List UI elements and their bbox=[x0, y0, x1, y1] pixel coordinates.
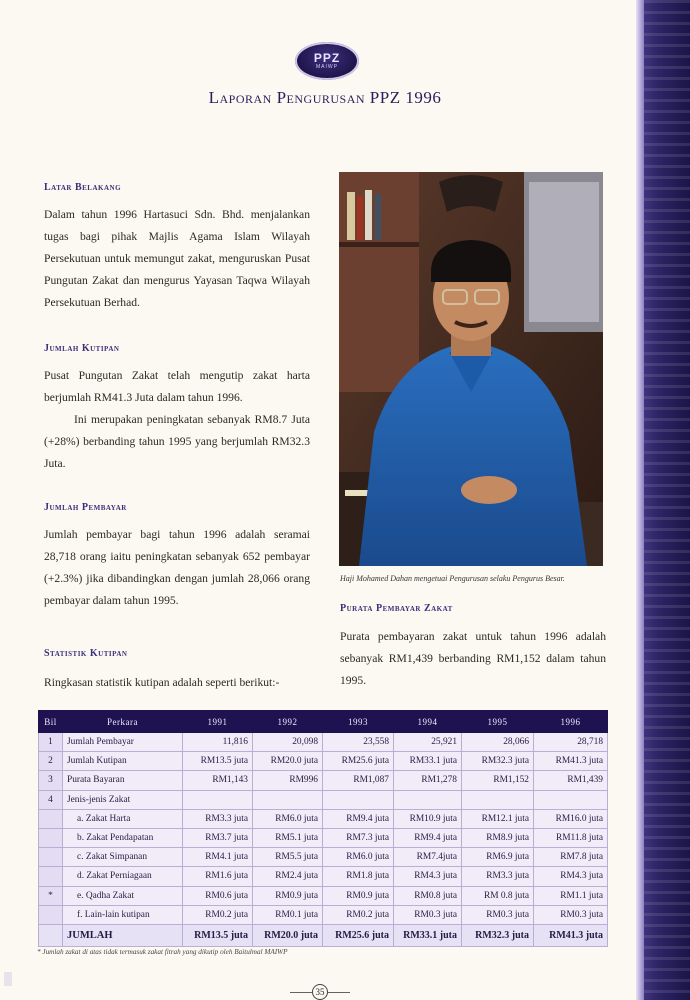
para-jumlah-pembayar: Jumlah pembayar bagi tahun 1996 adalah seramai 28,718 orang iaitu peningkatan sebanyak 652 pembayar (+2.3%) jika dibandingkan dengan jumlah 28,066 orang pembayar dalam tahun 1995. bbox=[44, 528, 310, 607]
table-value-cell: RM12.1 juta bbox=[462, 809, 534, 828]
table-value-cell: RM 0.8 juta bbox=[462, 886, 534, 905]
table-value-cell: RM0.3 juta bbox=[534, 905, 608, 924]
table-row bbox=[39, 905, 608, 924]
table-item-cell: Jenis-jenis Zakat bbox=[63, 790, 183, 809]
table-value-cell: 28,718 bbox=[534, 733, 608, 752]
table-value-cell: RM0.6 juta bbox=[183, 886, 253, 905]
table-item-cell: d. Zakat Perniagaan bbox=[63, 867, 183, 886]
table-row bbox=[39, 867, 608, 886]
table-item-cell: e. Qadha Zakat bbox=[63, 886, 183, 905]
table-value-cell: RM6.0 juta bbox=[253, 809, 323, 828]
table-header-cell: 1992 bbox=[253, 711, 323, 733]
table-bil-cell bbox=[39, 828, 63, 847]
table-value-cell: RM5.1 juta bbox=[253, 828, 323, 847]
table-value-cell: RM1,439 bbox=[534, 771, 608, 790]
table-row bbox=[39, 733, 608, 752]
table-item-cell: Purata Bayaran bbox=[63, 771, 183, 790]
portrait-illustration bbox=[339, 172, 603, 566]
table-header-cell: 1993 bbox=[323, 711, 394, 733]
table-value-cell: RM0.3 juta bbox=[462, 905, 534, 924]
table-value-cell: RM4.3 juta bbox=[394, 867, 462, 886]
table-value-cell: RM32.3 juta bbox=[462, 752, 534, 771]
table-value-cell: RM4.1 juta bbox=[183, 848, 253, 867]
page-number-line-left bbox=[290, 992, 312, 993]
table-row bbox=[39, 752, 608, 771]
table-bil-cell bbox=[39, 809, 63, 828]
heading-latar-belakang: Latar Belakang bbox=[44, 182, 122, 193]
table-total-value: RM25.6 juta bbox=[323, 924, 394, 946]
table-value-cell: RM6.0 juta bbox=[323, 848, 394, 867]
table-value-cell: RM1,087 bbox=[323, 771, 394, 790]
table-bil-cell: 3 bbox=[39, 771, 63, 790]
table-header-cell: Perkara bbox=[63, 711, 183, 733]
table-value-cell: RM33.1 juta bbox=[394, 752, 462, 771]
table-total-value: RM33.1 juta bbox=[394, 924, 462, 946]
table-value-cell: RM0.9 juta bbox=[323, 886, 394, 905]
table-row bbox=[39, 848, 608, 867]
para-kutipan-1: Pusat Pungutan Zakat telah mengutip zakat harta berjumlah RM41.3 Juta dalam tahun 1996. bbox=[44, 369, 310, 404]
page-number-group bbox=[280, 984, 360, 1000]
table-value-cell: RM3.3 juta bbox=[462, 867, 534, 886]
table-value-cell: 11,816 bbox=[183, 733, 253, 752]
table-total-value: RM20.0 juta bbox=[253, 924, 323, 946]
table-value-cell: RM0.2 juta bbox=[323, 905, 394, 924]
table-value-cell: RM2.4 juta bbox=[253, 867, 323, 886]
table-bil-cell: * bbox=[39, 886, 63, 905]
table-total-value: RM13.5 juta bbox=[183, 924, 253, 946]
photo-caption: Haji Mohamed Dahan mengetuai Pengurusan selaku Pengurus Besar. bbox=[340, 574, 565, 583]
table-value-cell: RM996 bbox=[253, 771, 323, 790]
heading-jumlah-pembayar: Jumlah Pembayar bbox=[44, 502, 127, 513]
table-bil-cell bbox=[39, 867, 63, 886]
table-value-cell: RM1,143 bbox=[183, 771, 253, 790]
table-value-cell: RM7.4juta bbox=[394, 848, 462, 867]
table-value-cell: RM6.9 juta bbox=[462, 848, 534, 867]
table-value-cell: RM4.3 juta bbox=[534, 867, 608, 886]
para-jumlah-kutipan bbox=[44, 365, 310, 475]
table-value-cell: RM7.3 juta bbox=[323, 828, 394, 847]
table-item-cell: b. Zakat Pendapatan bbox=[63, 828, 183, 847]
logo-sub-text: MAIWP bbox=[316, 63, 338, 70]
table-row bbox=[39, 809, 608, 828]
table-value-cell: RM41.3 juta bbox=[534, 752, 608, 771]
table-item-cell: Jumlah Pembayar bbox=[63, 733, 183, 752]
portrait-photo bbox=[339, 172, 603, 566]
table-value-cell: RM10.9 juta bbox=[394, 809, 462, 828]
decorative-edge-strip bbox=[636, 0, 690, 1000]
table-bil-cell: 2 bbox=[39, 752, 63, 771]
side-mark bbox=[4, 972, 12, 986]
para-latar-belakang: Dalam tahun 1996 Hartasuci Sdn. Bhd. menjalankan tugas bagi pihak Majlis Agama Islam Wilayah Persekutuan untuk memungut zakat, menguruskan Pusat Pungutan Zakat dan mengurus Yayasan Taqwa Wilayah Persekutuan Berhad. bbox=[44, 208, 310, 309]
page-title: Laporan Pengurusan PPZ 1996 bbox=[208, 88, 442, 107]
table-header-cell: 1995 bbox=[462, 711, 534, 733]
table-total-label: JUMLAH bbox=[63, 924, 183, 946]
table-value-cell: 20,098 bbox=[253, 733, 323, 752]
table-bil-cell bbox=[39, 905, 63, 924]
table-value-cell: RM7.8 juta bbox=[534, 848, 608, 867]
table-item-cell: Jumlah Kutipan bbox=[63, 752, 183, 771]
table-row bbox=[39, 886, 608, 905]
table-bil-cell bbox=[39, 848, 63, 867]
table-item-cell: a. Zakat Harta bbox=[63, 809, 183, 828]
table-value-cell: RM16.0 juta bbox=[534, 809, 608, 828]
table-bil-cell bbox=[39, 924, 63, 946]
table-value-cell: RM0.8 juta bbox=[394, 886, 462, 905]
table-value-cell bbox=[462, 790, 534, 809]
heading-jumlah-kutipan: Jumlah Kutipan bbox=[44, 343, 120, 354]
ppz-logo bbox=[295, 42, 359, 80]
table-value-cell: RM1,278 bbox=[394, 771, 462, 790]
table-total-value: RM32.3 juta bbox=[462, 924, 534, 946]
table-value-cell: RM8.9 juta bbox=[462, 828, 534, 847]
table-value-cell bbox=[323, 790, 394, 809]
para-statistik-kutipan: Ringkasan statistik kutipan adalah seperti berikut:- bbox=[44, 676, 280, 689]
table-value-cell: RM5.5 juta bbox=[253, 848, 323, 867]
page-number: 35 bbox=[312, 984, 328, 1000]
table-value-cell: RM1.8 juta bbox=[323, 867, 394, 886]
heading-purata-pembayar: Purata Pembayar Zakat bbox=[340, 603, 453, 614]
statistics-table bbox=[38, 710, 608, 947]
table-value-cell: RM13.5 juta bbox=[183, 752, 253, 771]
table-item-cell: f. Lain-lain kutipan bbox=[63, 905, 183, 924]
table-value-cell: RM0.1 juta bbox=[253, 905, 323, 924]
table-footnote: * Jumlah zakat di atas tidak termasuk zakat fitrah yang dikutip oleh Baitulmal MAIWP bbox=[37, 948, 288, 956]
table-value-cell: 25,921 bbox=[394, 733, 462, 752]
para-kutipan-2: Ini merupakan peningkatan sebanyak RM8.7 Juta (+28%) berbanding tahun 1995 yang berjumlah RM32.3 Juta. bbox=[44, 413, 310, 470]
table-header-cell: 1994 bbox=[394, 711, 462, 733]
table-value-cell: RM9.4 juta bbox=[394, 828, 462, 847]
table-total-row bbox=[39, 924, 608, 946]
table-header-cell: Bil bbox=[39, 711, 63, 733]
table-value-cell: RM3.3 juta bbox=[183, 809, 253, 828]
table-value-cell: RM0.9 juta bbox=[253, 886, 323, 905]
table-value-cell: RM1.6 juta bbox=[183, 867, 253, 886]
table-value-cell: RM1.1 juta bbox=[534, 886, 608, 905]
page-number-line-right bbox=[328, 992, 350, 993]
logo-main-text: PPZ bbox=[313, 50, 341, 65]
table-bil-cell: 4 bbox=[39, 790, 63, 809]
table-value-cell: RM20.0 juta bbox=[253, 752, 323, 771]
table-row bbox=[39, 771, 608, 790]
table-value-cell bbox=[183, 790, 253, 809]
table-header-cell: 1996 bbox=[534, 711, 608, 733]
table-value-cell: 23,558 bbox=[323, 733, 394, 752]
table-value-cell bbox=[534, 790, 608, 809]
table-row bbox=[39, 790, 608, 809]
table-row bbox=[39, 828, 608, 847]
table-value-cell: RM0.2 juta bbox=[183, 905, 253, 924]
table-header-row bbox=[39, 711, 608, 733]
table-value-cell: RM1,152 bbox=[462, 771, 534, 790]
table-value-cell: RM0.3 juta bbox=[394, 905, 462, 924]
table-value-cell bbox=[253, 790, 323, 809]
para-purata-pembayar: Purata pembayaran zakat untuk tahun 1996 adalah sebanyak RM1,439 berbanding RM1,152 dalam tahun 1995. bbox=[340, 630, 606, 687]
heading-statistik-kutipan: Statistik Kutipan bbox=[44, 648, 128, 659]
table-value-cell: 28,066 bbox=[462, 733, 534, 752]
table-item-cell: c. Zakat Simpanan bbox=[63, 848, 183, 867]
table-value-cell: RM9.4 juta bbox=[323, 809, 394, 828]
table-header-cell: 1991 bbox=[183, 711, 253, 733]
table-value-cell bbox=[394, 790, 462, 809]
table-bil-cell: 1 bbox=[39, 733, 63, 752]
table-value-cell: RM25.6 juta bbox=[323, 752, 394, 771]
table-total-value: RM41.3 juta bbox=[534, 924, 608, 946]
table-value-cell: RM11.8 juta bbox=[534, 828, 608, 847]
table-value-cell: RM3.7 juta bbox=[183, 828, 253, 847]
